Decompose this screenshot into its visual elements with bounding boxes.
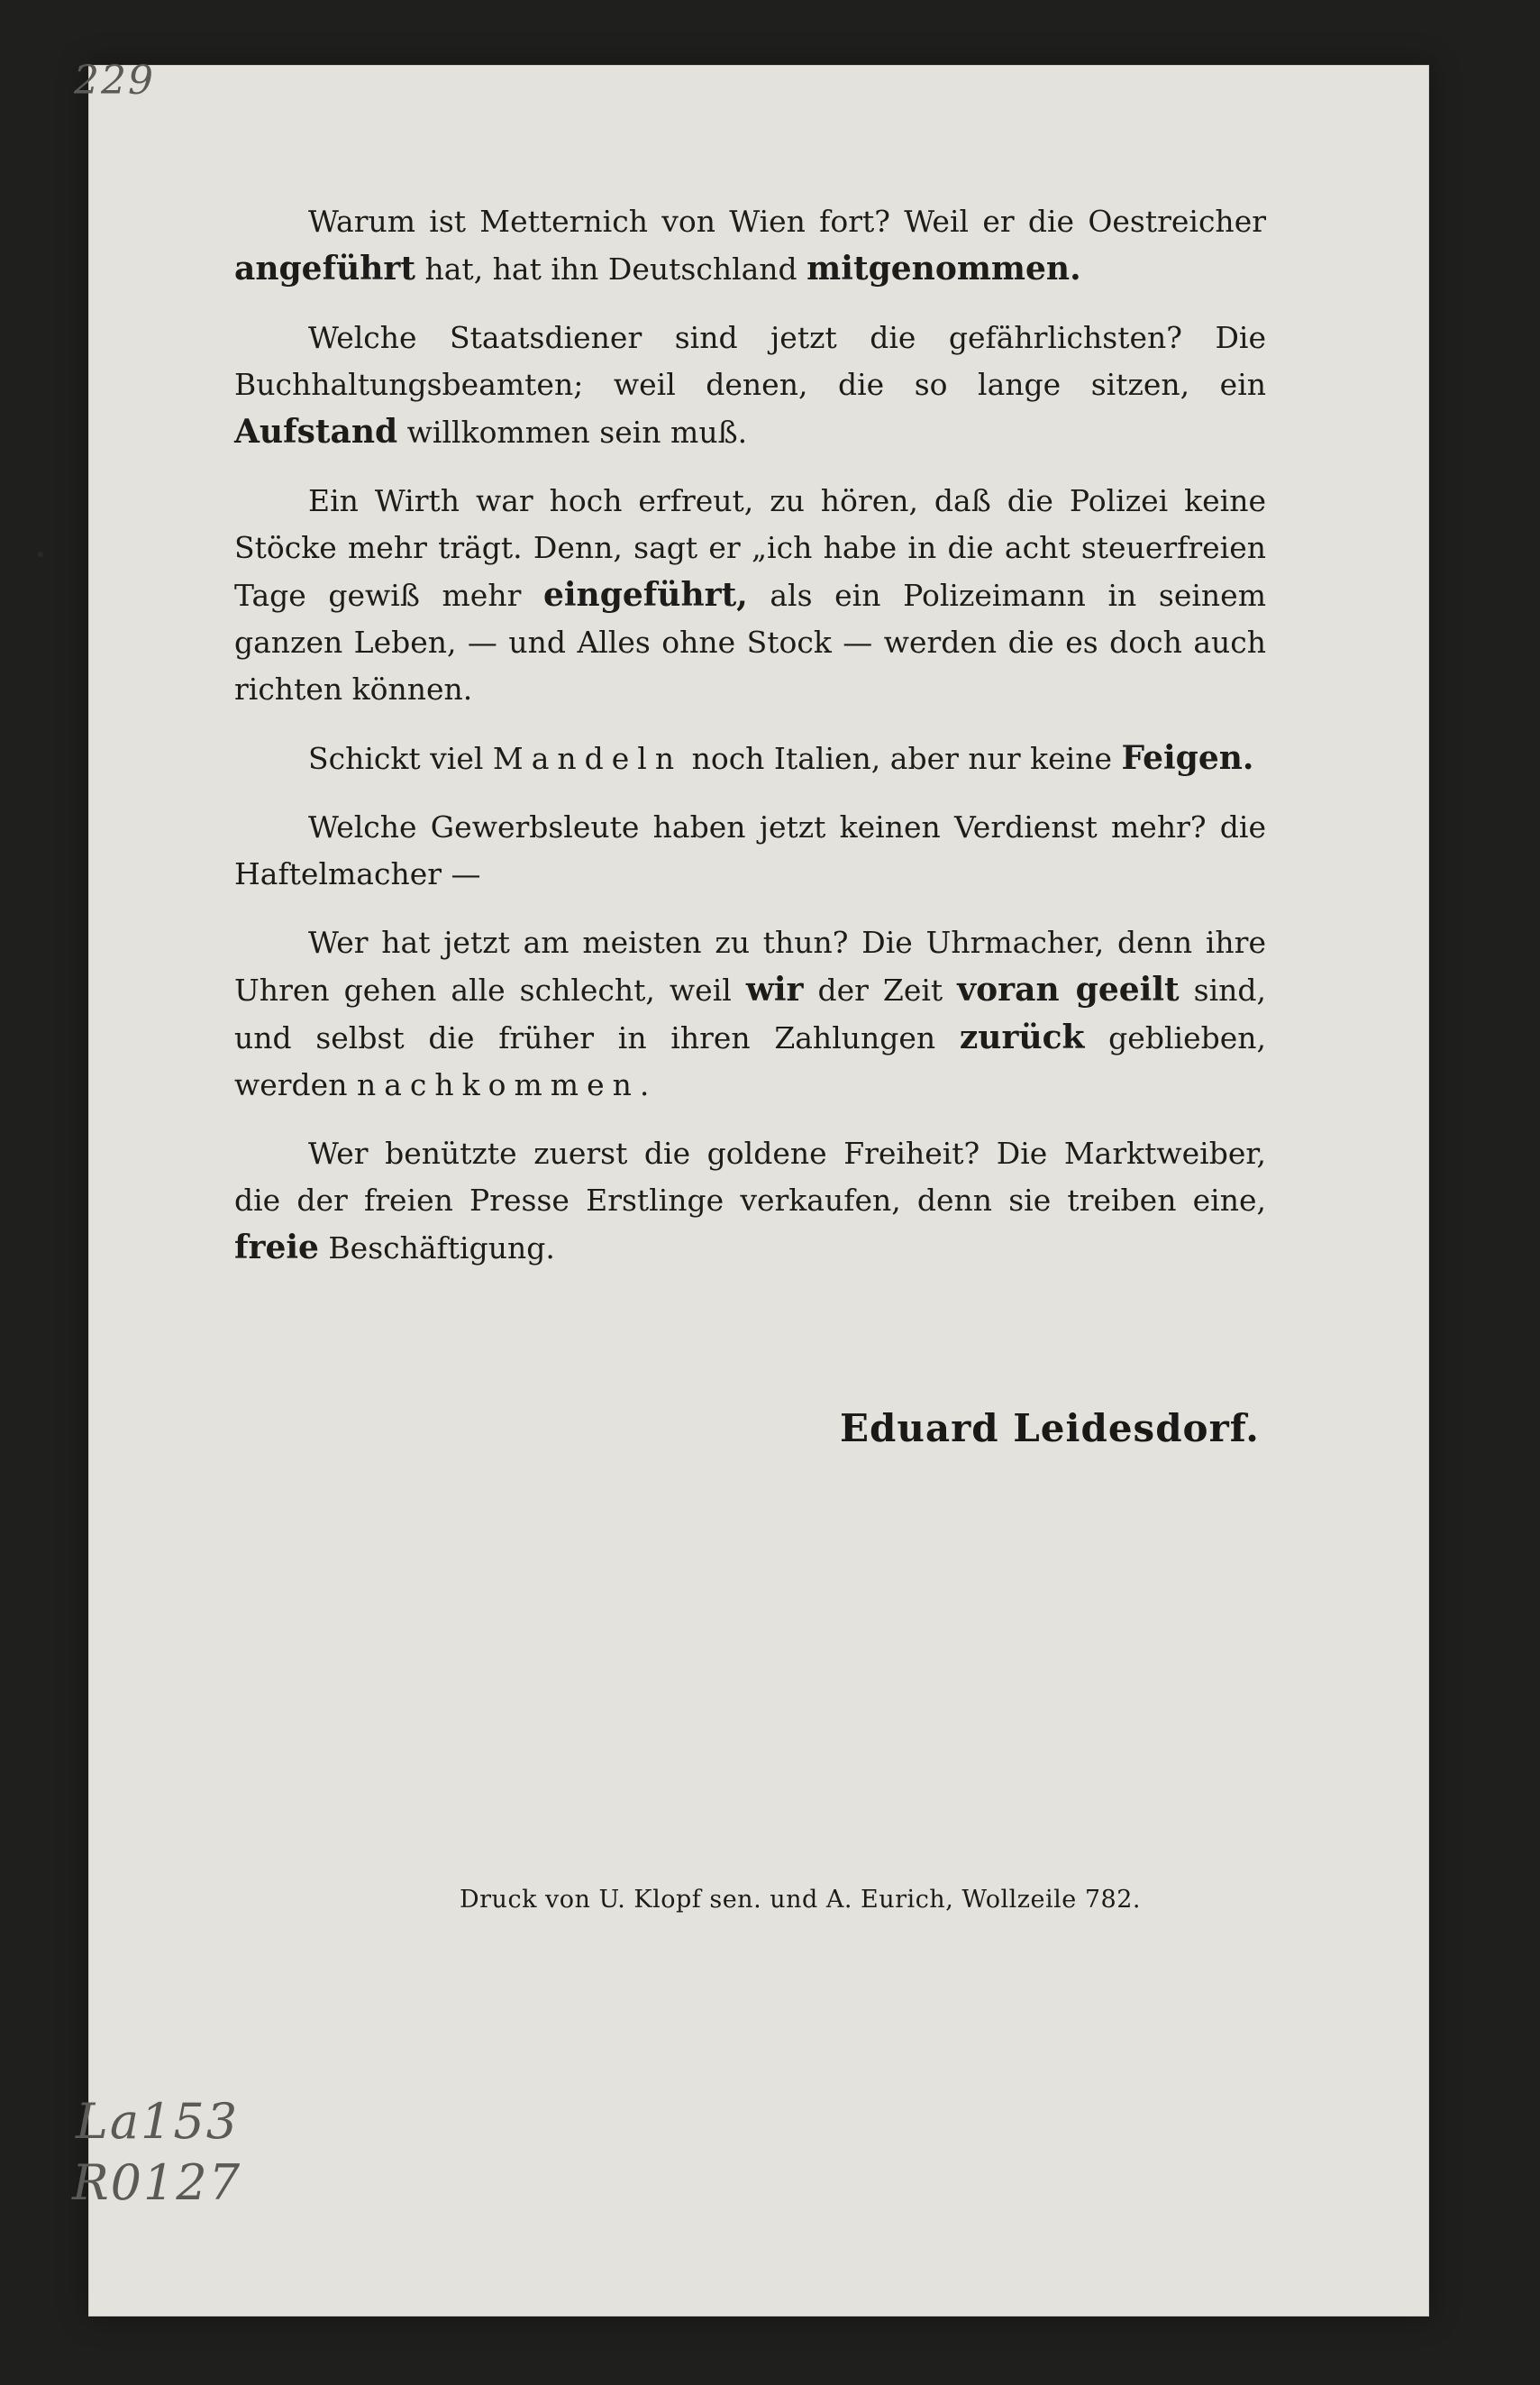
text-segment: Ein Wirth war hoch erfreut, zu hören, daß die Polizei keine Stöcke mehr trägt. Denn, sagt er „ich habe in die acht steuerfreien Tage gewiß mehr <box>234 483 1266 613</box>
margin-dot <box>38 552 43 557</box>
text-segment: Wer hat jetzt am meisten zu thun? Die Uhrmacher, denn ihre Uhren gehen alle schlecht, weil <box>234 925 1266 1008</box>
text-segment: hat, hat ihn Deutschland <box>415 251 807 287</box>
author-signature: Eduard Leidesdorf. <box>840 1406 1260 1450</box>
spaced-word: nachkommen. <box>356 1067 658 1102</box>
text-segment: Schickt viel <box>308 741 493 776</box>
printer-imprint: Druck von U. Klopf sen. und A. Eurich, Wollzeile 782. <box>460 1886 1141 1914</box>
emphasis-word: eingeführt, <box>542 576 748 614</box>
text-segment: Warum ist Metternich von Wien fort? Weil er die Oestreicher <box>308 204 1266 239</box>
paragraph-freiheit <box>234 1130 1266 1272</box>
text-segment: der Zeit <box>803 973 958 1008</box>
emphasis-word: voran geeilt <box>957 971 1180 1009</box>
paragraph-uhrmacher <box>234 919 1266 1109</box>
text-segment: geblieben, werden <box>234 1020 1266 1102</box>
text-segment: noch Italien, aber nur keine <box>682 741 1122 776</box>
text-segment: als ein Polizeimann in seinem ganzen Leben, — und Alles ohne Stock — werden die es doch auch richten können. <box>234 578 1267 707</box>
shelfmark-line-2: R0127 <box>72 2154 242 2211</box>
folio-number: 229 <box>74 58 155 104</box>
text-segment: Beschäftigung. <box>318 1230 555 1266</box>
emphasis-word: mitgenommen. <box>806 250 1081 288</box>
text-segment: Welche Gewerbsleute haben jetzt keinen Verdienst mehr? die Haftelmacher — <box>234 809 1266 891</box>
emphasis-word: angeführt <box>234 250 416 288</box>
paragraph-staatsdiener <box>234 315 1266 456</box>
main-text <box>234 198 1266 1293</box>
paragraph-metternich <box>234 198 1266 293</box>
emphasis-word: zurück <box>959 1019 1085 1056</box>
paragraph-gewerbsleute <box>234 804 1266 898</box>
paragraph-wirth <box>234 478 1266 713</box>
emphasis-word: Feigen. <box>1121 739 1254 777</box>
emphasis-word: Aufstand <box>234 413 398 451</box>
emphasis-word: wir <box>745 971 804 1009</box>
text-segment: Welche Staatsdiener sind jetzt die gefährlichsten? Die Buchhaltungsbeamten; weil denen, die so lange sitzen, ein <box>234 320 1266 402</box>
shelfmark-line-1: La153 <box>76 2093 240 2150</box>
text-segment: willkommen sein muß. <box>397 415 748 450</box>
text-segment: Wer benützte zuerst die goldene Freiheit? Die Marktweiber, die der freien Presse Erstlinge verkaufen, denn sie treiben eine, <box>234 1136 1266 1218</box>
text-segment: sind, und selbst die früher in ihren Zahlungen <box>234 973 1267 1055</box>
emphasis-word: freie <box>234 1229 319 1266</box>
spaced-word: Mandeln <box>492 741 683 776</box>
paragraph-mandeln <box>234 735 1266 782</box>
